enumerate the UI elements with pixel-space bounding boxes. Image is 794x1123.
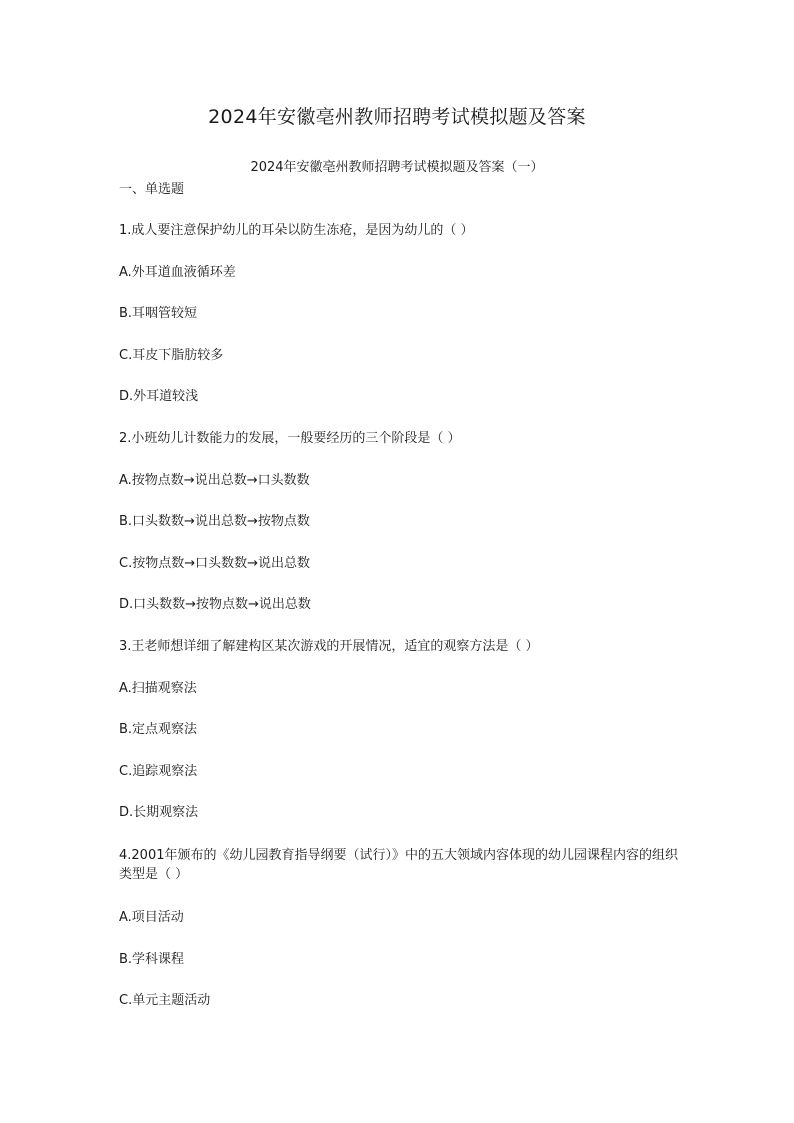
option-d: D.长期观察法 — [119, 805, 199, 821]
question-stem: 2.小班幼儿计数能力的发展，一般要经历的三个阶段是（ ） — [119, 430, 461, 446]
option-a: A.按物点数→说出总数→口头数数 — [119, 472, 310, 488]
option-c: C.按物点数→口头数数→说出总数 — [119, 555, 310, 571]
option-b: B.学科课程 — [119, 951, 185, 967]
question-stem: 3.王老师想详细了解建构区某次游戏的开展情况，适宜的观察方法是（ ） — [119, 638, 539, 654]
option-c: C.单元主题活动 — [119, 993, 211, 1009]
option-b: B.口头数数→说出总数→按物点数 — [119, 514, 310, 530]
document-subtitle: 2024年安徽亳州教师招聘考试模拟题及答案（一） — [250, 160, 544, 175]
option-b: B.耳咽管较短 — [119, 306, 198, 322]
option-c: C.耳皮下脂肪较多 — [119, 347, 224, 363]
option-c: C.追踪观察法 — [119, 763, 198, 779]
document-title: 2024年安徽亳州教师招聘考试模拟题及答案 — [208, 106, 586, 128]
question-stem: 1.成人要注意保护幼儿的耳朵以防生冻疮，是因为幼儿的（ ） — [119, 223, 474, 238]
option-d: D.口头数数→按物点数→说出总数 — [119, 597, 311, 613]
question-list — [119, 222, 679, 1034]
option-b: B.定点观察法 — [119, 722, 198, 738]
section-heading: 一、单选题 — [119, 182, 185, 197]
option-a: A.扫描观察法 — [119, 680, 197, 696]
question-stem: 4.2001年颁布的《幼儿园教育指导纲要（试行）》中的五大领域内容体现的幼儿园课程内容的组织类型是（ ） — [119, 847, 678, 882]
option-d: D.外耳道较浅 — [119, 389, 199, 405]
option-a: A.外耳道血液循环差 — [119, 264, 236, 280]
option-a: A.项目活动 — [119, 909, 184, 925]
